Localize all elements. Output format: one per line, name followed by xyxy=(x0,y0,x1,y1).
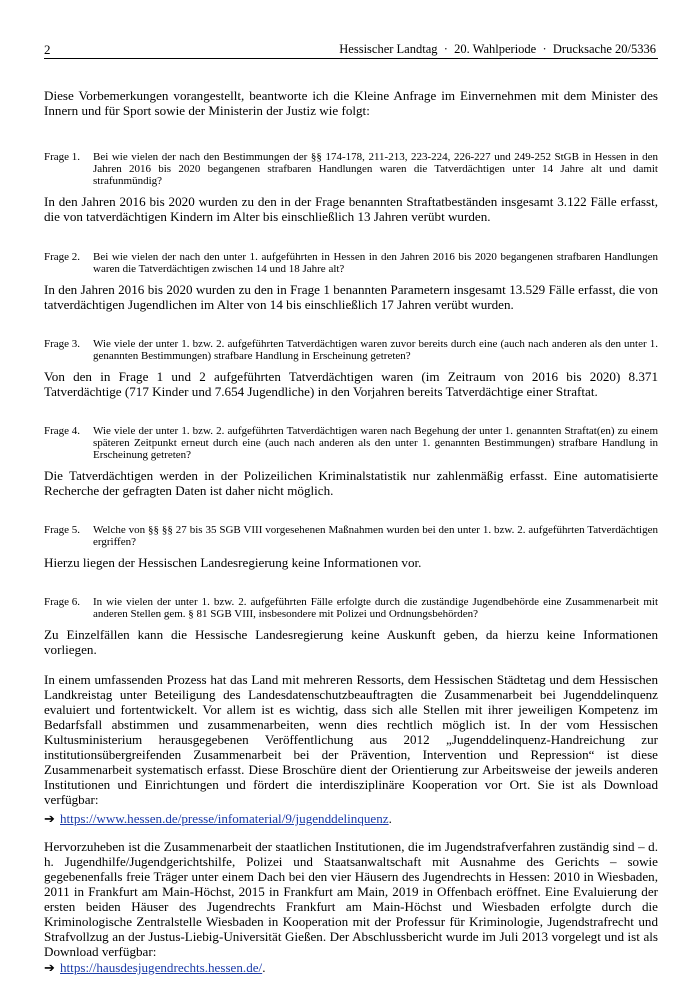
question-1 xyxy=(44,151,658,187)
download-link-1 xyxy=(44,811,658,826)
question-text: Wie viele der unter 1. bzw. 2. aufgeführten Tatverdächtigen waren nach Begehung der unter 1. genannten Straftat(en) zu einem späteren Zeitpunkt erneut durch eine (auch nach anderen als den unter 1. genannten Bestimmungen) strafbare Handlung in Erscheinung getreten? xyxy=(93,425,658,461)
arrow-right-icon: ➔ xyxy=(44,960,55,975)
question-text: In wie vielen der unter 1. bzw. 2. aufgeführten Fälle erfolgte durch die zuständige Jugendbehörde eine Zusammenarbeit mit anderen Stellen gem. § 81 SGB VIII, insbesondere mit Polizei und Ordnungsbehörden? xyxy=(93,596,658,620)
question-6 xyxy=(44,596,658,620)
page-number: 2 xyxy=(44,42,51,57)
running-title: Hessischer Landtag · 20. Wahlperiode · Drucksache 20/5336 xyxy=(339,42,656,56)
question-text: Welche von §§ §§ 27 bis 35 SGB VIII vorgesehenen Maßnahmen wurden bei den unter 1. bzw. 2. aufgeführten Tatverdächtigen ergriffen? xyxy=(93,524,658,548)
question-label: Frage 2. xyxy=(44,251,81,263)
header-rule xyxy=(44,58,658,59)
question-5 xyxy=(44,524,658,548)
document-body xyxy=(44,88,658,975)
question-label: Frage 6. xyxy=(44,596,81,608)
question-label: Frage 1. xyxy=(44,151,81,163)
download-link-2 xyxy=(44,960,658,975)
question-text: Bei wie vielen der nach den unter 1. aufgeführten in Hessen in den Jahren 2016 bis 2020 begangenen strafbaren Handlungen waren die Tatverdächtigen zwischen 14 und 18 Jahre alt? xyxy=(93,251,658,275)
question-label: Frage 4. xyxy=(44,425,81,437)
answer-3: Von den in Frage 1 und 2 aufgeführten Tatverdächtigen waren (im Zeitraum von 2016 bis 2020) 8.371 Tatverdächtige (717 Kinder und 7.654 Jugendliche) in den Vorjahren bereits Tatverdächtige einer Straftat. xyxy=(44,369,658,399)
link-suffix: . xyxy=(388,811,392,826)
question-4 xyxy=(44,425,658,461)
question-label: Frage 3. xyxy=(44,338,81,350)
answer-2: In den Jahren 2016 bis 2020 wurden zu den in Frage 1 benannten Parametern insgesamt 13.529 Fälle erfasst, die von tatverdächtigen Jugendlichen im Alter von 14 bis einschließlich 17 Jahren verübt wurden. xyxy=(44,282,658,312)
question-2 xyxy=(44,251,658,275)
answer-4: Die Tatverdächtigen werden in der Polizeilichen Kriminalstatistik nur zahlenmäßig erfasst. Eine automatisierte Recherche der gefragten Daten ist daher nicht möglich. xyxy=(44,468,658,498)
link-suffix: . xyxy=(262,960,266,975)
paragraph-cooperation: In einem umfassenden Prozess hat das Land mit mehreren Ressorts, dem Hessischen Städtetag und dem Hessischen Landkreistag unter Beteiligung des Landesdatenschutzbeauftragten die Zusammenarbeit bei Jugenddelinquenz evaluiert und fortentwickelt. Vor allem ist es wichtig, dass sich alle Stellen mit ihrer jeweiligen Kompetenz im Bedarfsfall abstimmen und zusammenarbeiten, wenn dies rechtlich möglich ist. In der vom Hessischen Kultusministerium herausgegebenen Veröffentlichung aus 2012 „Jugenddelinquenz-Handreichung zur institutionsübergreifenden Zusammenarbeit bei der Prävention, Intervention und Repression“ ist diese Zusammenarbeit systematisch erfasst. Diese Broschüre dient der Orientierung zur Arbeitsweise der jeweils anderen Institutionen und Einrichtungen und fördert die interdisziplinäre Kooperation vor Ort. Sie ist als Download verfügbar: xyxy=(44,672,658,807)
intro-paragraph: Diese Vorbemerkungen vorangestellt, beantworte ich die Kleine Anfrage im Einvernehmen mit dem Minister des Innern und für Sport sowie der Ministerin der Justiz wie folgt: xyxy=(44,88,658,118)
answer-5: Hierzu liegen der Hessischen Landesregierung keine Informationen vor. xyxy=(44,555,422,570)
answer-6: Zu Einzelfällen kann die Hessische Landesregierung keine Auskunft geben, da hierzu keine Informationen vorliegen. xyxy=(44,627,658,657)
answer-1: In den Jahren 2016 bis 2020 wurden zu den in der Frage benannten Straftatbeständen insgesamt 3.122 Fälle erfasst, die von tatverdächtigen Kindern im Alter bis einschließlich 13 Jahren verübt wurden. xyxy=(44,194,658,224)
question-3 xyxy=(44,338,658,362)
jugenddelinquenz-link[interactable]: https://www.hessen.de/presse/infomaterial/9/jugenddelinquenz xyxy=(60,811,389,826)
question-text: Wie viele der unter 1. bzw. 2. aufgeführten Tatverdächtigen waren zuvor bereits durch eine (auch nach anderen als den unter 1. genannten Bestimmungen) strafbare Handlung in Erscheinung getreten? xyxy=(93,338,658,362)
question-text: Bei wie vielen der nach den Bestimmungen der §§ 174-178, 211-213, 223-224, 226-227 und 249-252 StGB in Hessen in den Jahren 2016 bis 2020 begangenen strafbaren Handlungen waren die Tatverdächtigen unter 14 Jahre alt und damit strafunmündig? xyxy=(93,151,658,187)
question-label: Frage 5. xyxy=(44,524,81,536)
arrow-right-icon: ➔ xyxy=(44,811,55,826)
paragraph-haus-des-jugendrechts: Hervorzuheben ist die Zusammenarbeit der staatlichen Institutionen, die im Jugendstrafverfahren zuständig sind – d. h. Jugendhilfe/Jugendgerichtshilfe, Polizei und Staatsanwaltschaft mit Ausnahme des Gerichts – sowie gegebenenfalls freie Träger unter einem Dach bei den vier Häusern des Jugendrechts in Hessen: 2010 in Wiesbaden, 2011 in Frankfurt am Main-Höchst, 2015 in Frankfurt am Main, 2019 in Offenbach eröffnet. Eine Evaluierung der ersten beiden Häuser des Jugendrechts Frankfurt am Main-Höchst und Wiesbaden erfolgte durch die Kriminologische Zentralstelle Wiesbaden in Kooperation mit der Professur für Kriminologie, Jugendstrafrecht und Strafvollzug an der Justus-Liebig-Universität Gießen. Der Abschlussbericht wurde im Juli 2013 vorgelegt und ist als Download verfügbar: xyxy=(44,839,658,959)
hausdesjugendrechts-link[interactable]: https://hausdesjugendrechts.hessen.de/ xyxy=(60,960,263,975)
